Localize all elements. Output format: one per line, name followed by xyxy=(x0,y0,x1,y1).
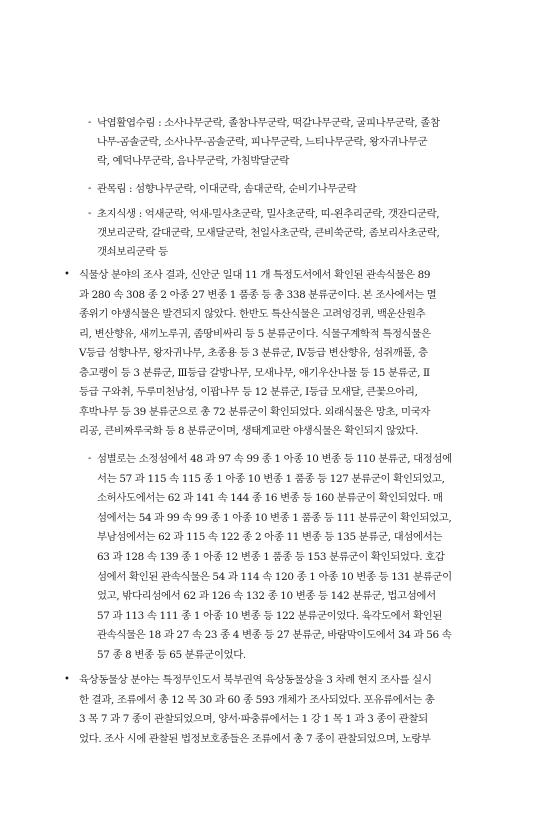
paragraph-flora xyxy=(64,268,534,444)
dash-marker: - xyxy=(88,208,92,219)
text-line: 57 과 113 속 111 종 1 아종 10 변종 등 122 분류군이었다. 육각도에서 확인된 xyxy=(97,609,443,622)
text-line: 종위기 야생식물은 발견되지 않았다. 한반도 특산식물은 고려엉겅퀴, 백운산원추 xyxy=(79,308,426,320)
text-line: 후박나무 등 39 분류군으로 총 72 분류군이 확인되었다. 외래식물은 망초, 미국자 xyxy=(79,405,431,418)
text-line: 었다. 조사 시에 관찰된 법정보호종들은 조류에서 총 7 종이 관찰되었으며, 노랑부 xyxy=(79,732,431,745)
text-line: 57 종 8 변종 등 65 분류군이었다. xyxy=(97,649,246,661)
sub-item-shrubland xyxy=(88,182,528,198)
text-line: 63 과 128 속 139 종 1 아종 12 변종 1 품종 등 153 분류군이 확인되었다. 호갑 xyxy=(97,551,445,563)
bullet-marker: • xyxy=(64,269,70,280)
text-line: 한 결과, 조류에서 총 12 목 30 과 60 종 593 개체가 조사되었다. 포유류에서는 총 xyxy=(79,693,435,706)
text-line: 섬에서 확인된 관속식물은 54 과 114 속 120 종 1 아종 10 변종 등 131 분류군이 xyxy=(97,570,452,583)
sub-item-grassland xyxy=(88,207,528,263)
text-line: 등급 구와취, 두루미천남성, 이팝나무 등 12 분류군, Ⅰ등급 모새달, 큰꽃으아리, xyxy=(79,386,418,398)
dash-marker: - xyxy=(88,117,92,128)
text-line: 관속식물은 18 과 27 속 23 종 4 변종 등 27 분류군, 바람막이도에서 34 과 56 속 xyxy=(97,629,452,642)
text-line: 3 목 7 과 7 종이 관찰되었으며, 양서·파충류에서는 1 강 1 목 1 과 3 종이 관찰되 xyxy=(79,713,428,725)
text-line: 관목림 : 섬향나무군락, 이대군락, 솜대군락, 순비기나무군락 xyxy=(97,183,357,195)
text-line: 갯보리군락, 갈대군락, 모새달군락, 천일사초군락, 큰비쑥군락, 좀보리사초군락, xyxy=(97,227,440,239)
text-line: 과 280 속 308 종 2 아종 27 변종 1 품종 등 총 338 분류군이다. 본 조사에서는 멸 xyxy=(79,288,437,301)
text-line: 락, 예덕나무군락, 음나무군락, 가침박달군락 xyxy=(97,155,290,167)
text-line: V등급 섬향나무, 왕자귀나무, 초종용 등 3 분류군, Ⅳ등급 변산향유, 섬쥐깨풀, 층 xyxy=(79,347,428,359)
sub-item-islands xyxy=(88,452,534,666)
paragraph-fauna xyxy=(64,673,534,749)
dash-marker: - xyxy=(88,183,92,194)
text-line: 섬에서는 54 과 99 속 99 종 1 아종 10 변종 1 품종 등 111 분류군이 확인되었고, xyxy=(97,511,452,524)
text-line: 식물상 분야의 조사 결과, 신안군 일대 11 개 특정도서에서 확인된 관속식물은 89 xyxy=(79,269,431,281)
text-line: 층고랭이 등 3 분류군, Ⅲ등급 갈방나무, 모새나무, 애기우산나물 등 15 분류군, Ⅱ xyxy=(79,366,430,379)
text-line: 육상동물상 분야는 특정무인도서 북부권역 육상동물상을 3 차례 현지 조사를 실시 xyxy=(79,674,432,686)
dash-marker: - xyxy=(88,453,92,464)
bullet-marker: • xyxy=(64,674,70,685)
text-line: 부남섬에서는 62 과 115 속 122 종 2 아종 11 변종 등 135 분류군, 대섬에서는 xyxy=(97,531,443,544)
text-line: 소허사도에서는 62 과 141 속 144 종 16 변종 등 160 분류군이 확인되었다. 매 xyxy=(97,492,443,505)
text-line: 리공, 큰비짜루국화 등 8 분류군이며, 생태계교란 야생식물은 확인되지 않았다. xyxy=(79,425,419,437)
text-line: 섬별로는 소정섬에서 48 과 97 속 99 종 1 아종 10 변종 등 110 분류군, 대정섬에 xyxy=(97,453,452,465)
text-line: 갯쇠보리군락 등 xyxy=(97,246,168,258)
text-line: 리, 변산향유, 새끼노루귀, 좀땅비싸리 등 5 분류군이다. 식물구계학적 특정식물은 xyxy=(79,327,431,340)
text-line: 었고, 밖다리섬에서 62 과 126 속 132 종 10 변종 등 142 분류군, 법고섬에서 xyxy=(97,590,436,603)
text-line: 초지식생 : 억새군락, 억새-밀사초군락, 밀사초군락, 띠-왼추리군락, 갯잔디군락, xyxy=(97,208,440,220)
text-line: 나무-곰솔군락, 소사나무-곰솔군락, 피나무군락, 느티나무군락, 왕자귀나무군 xyxy=(97,136,428,148)
sub-item-deciduous xyxy=(88,116,528,172)
text-line: 서는 57 과 115 속 115 종 1 아종 10 변종 1 품종 등 127 분류군이 확인되었고, xyxy=(97,472,445,485)
text-line: 낙엽활엽수림 : 소사나무군락, 졸참나무군락, 떡갈나무군락, 굴피나무군락, 졸참 xyxy=(97,117,440,129)
